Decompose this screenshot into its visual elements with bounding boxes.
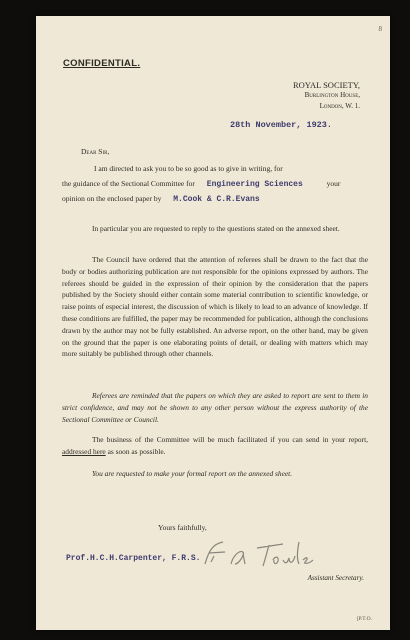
p1-line2-end: your [326, 179, 341, 188]
closing: Yours faithfully, [158, 523, 207, 532]
confidential-heading: CONFIDENTIAL. [63, 58, 141, 69]
business-end: as soon as possible. [107, 446, 166, 456]
p1-line2-start: the guidance of the Sectional Committee for [62, 179, 195, 188]
assistant-secretary-title: Assistant Secretary. [307, 574, 364, 582]
p1-line1: I am directed to ask you to be so good as to give in writing, for [94, 164, 283, 173]
paragraph-questions: In particular you are requested to reply to the questions stated on the annexed sheet. [92, 224, 340, 233]
committee-name: Engineering Sciences [206, 180, 303, 189]
paragraph-business [62, 434, 368, 458]
address-street: Burlington House, [304, 91, 360, 99]
authors-name: M.Cook & C.R.Evans [173, 195, 260, 204]
letter-date: 28th November, 1923. [229, 120, 332, 130]
business-text: The business of the Committee will be much facilitated if you can send in your report, [92, 435, 368, 444]
salutation: Dear Sir, [81, 147, 110, 156]
paragraph-formal-report: You are requested to make your formal report on the annexed sheet. [92, 469, 293, 478]
p1-line3 [62, 194, 260, 204]
addressed-here: addressed here [62, 446, 106, 456]
paragraph-referees-reminder: Referees are reminded that the papers on which they are asked to report are sent to them in strict confidence, and may not be shown to any other person without the express authority of the Sectional Committee or Council. [62, 391, 368, 424]
p1-line3-start: opinion on the enclosed paper by [62, 194, 162, 203]
recipient-name: Prof.H.C.H.Carpenter, F.R.S. [66, 554, 201, 563]
p1-line2 [62, 179, 340, 189]
letter-page [36, 16, 390, 630]
pto-mark: [P.T.O. [356, 616, 372, 622]
paragraph-council: The Council have ordered that the attention of referees shall be drawn to the fact that the body or bodies authorizing publication are not responsible for the opinions expressed by authors. The referees should be guided in the expression of their opinion by the consideration that the papers published by the Society should either contain some material contribution to scientific knowledge, or raise points of especial interest, the discussion of which is likely to lead to an advance of knowledge. If these conditions are fulfilled, the paper may be recommended for publication, although the conclusions drawn by the author may not be fully established. An adverse report, on the other hand, may be given on the ground that the paper is one elaborating points of detail, or dealing with matters which may more suitably be published through other channels. [62, 255, 368, 359]
address-city: London, W. 1. [319, 102, 360, 110]
address-org: ROYAL SOCIETY, [292, 80, 360, 90]
corner-mark: 8 [378, 25, 382, 33]
handwritten-signature [199, 536, 319, 576]
